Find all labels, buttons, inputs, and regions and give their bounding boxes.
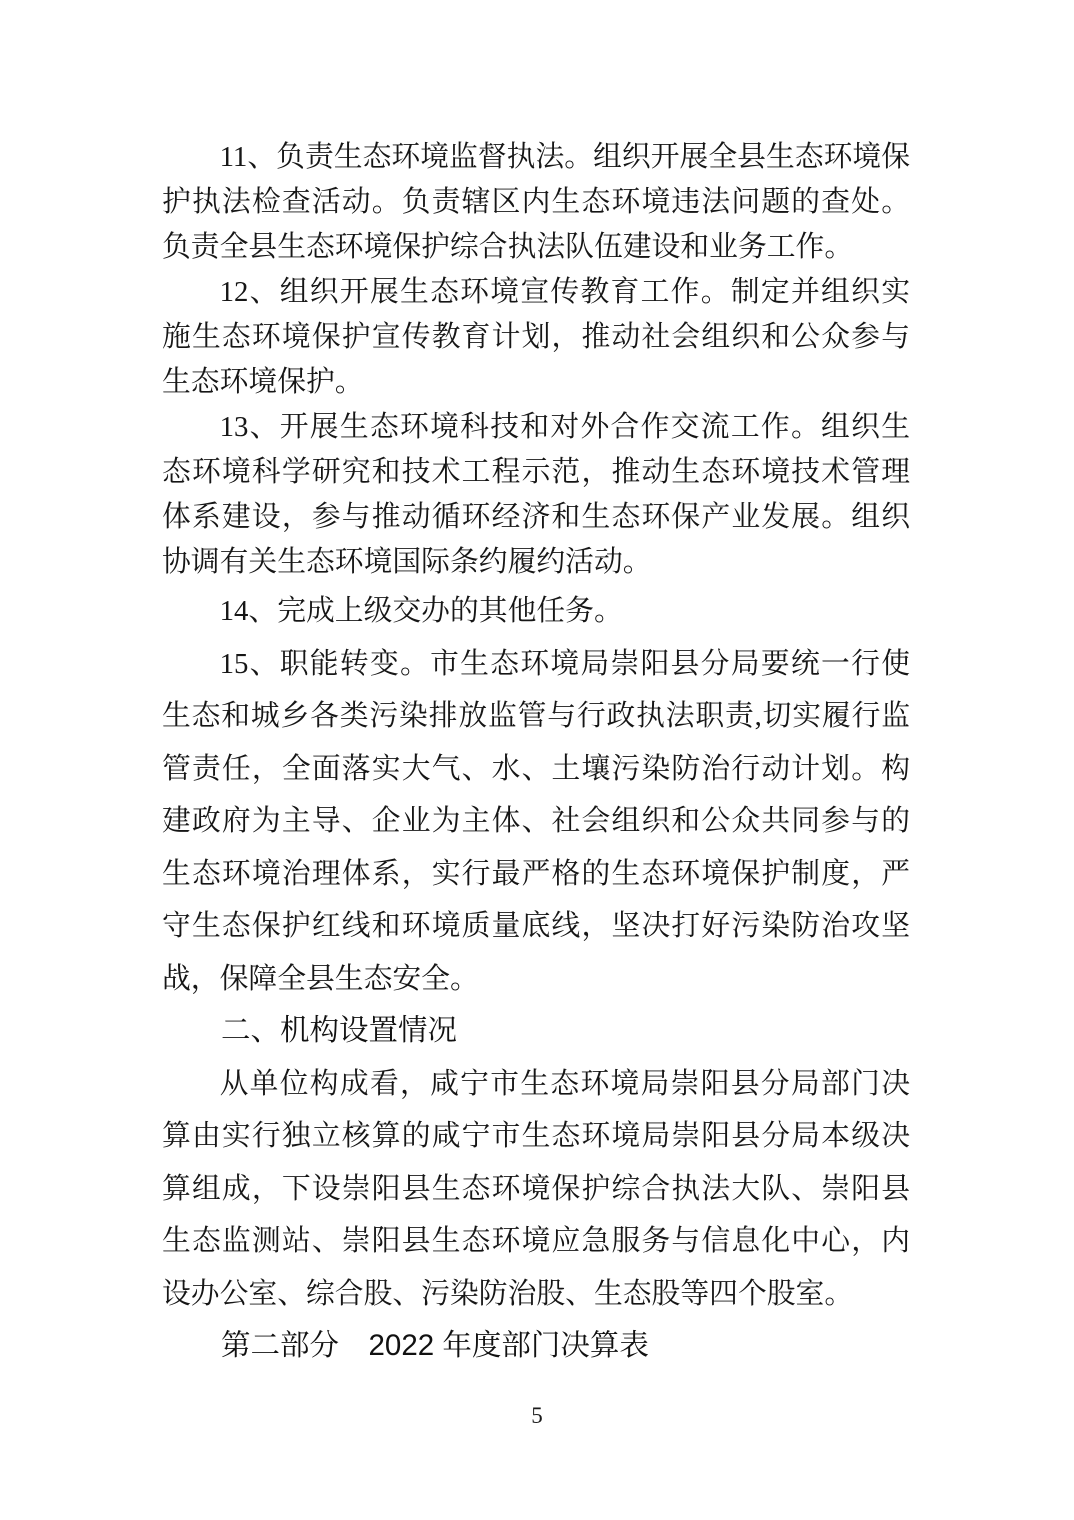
section-heading-organization: 二、机构设置情况 [221,1014,458,1047]
paragraph-organization: 从单位构成看，咸宁市生态环境局崇阳县分局部门决算由实行独立核算的咸宁市生态环境局崇阳县分局本级决算组成，下设崇阳县生态环境保护综合执法大队、崇阳县生态监测站、崇阳县生态环境应急服务与信息化中心，内设办公室、综合股、污染防治股、生态股等四个股室。 [162,1067,910,1310]
duties-section-bottom [162,585,910,1373]
paragraph-duty-15: 15、职能转变。市生态环境局崇阳县分局要统一行使生态和城乡各类污染排放监管与行政执法职责,切实履行监管责任，全面落实大气、水、土壤污染防治行动计划。构建政府为主导、企业为主体、社会组织和公众共同参与的生态环境治理体系，实行最严格的生态环境保护制度，严守生态保护红线和环境质量底线，坚决打好污染防治攻坚战，保障全县生态安全。 [162,647,910,995]
part2-heading: 第二部分 2022 年度部门决算表 [221,1329,649,1362]
paragraph-duty-14: 14、完成上级交办的其他任务。 [219,595,623,627]
duties-section-top [162,135,910,585]
paragraph-duty-12: 12、组织开展生态环境宣传教育工作。制定并组织实施生态环境保护宣传教育计划，推动社会组织和公众参与生态环境保护。 [162,276,910,398]
paragraph-duty-11: 11、负责生态环境监督执法。组织开展全县生态环境保护执法检查活动。负责辖区内生态环境违法问题的查处。负责全县生态环境保护综合执法队伍建设和业务工作。 [162,141,910,263]
paragraph-duty-13: 13、开展生态环境科技和对外合作交流工作。组织生态环境科学研究和技术工程示范，推动生态环境技术管理体系建设，参与推动循环经济和生态环保产业发展。组织协调有关生态环境国际条约履约活动。 [162,411,910,578]
page-number: 5 [531,1403,543,1428]
document-body [162,135,910,1373]
